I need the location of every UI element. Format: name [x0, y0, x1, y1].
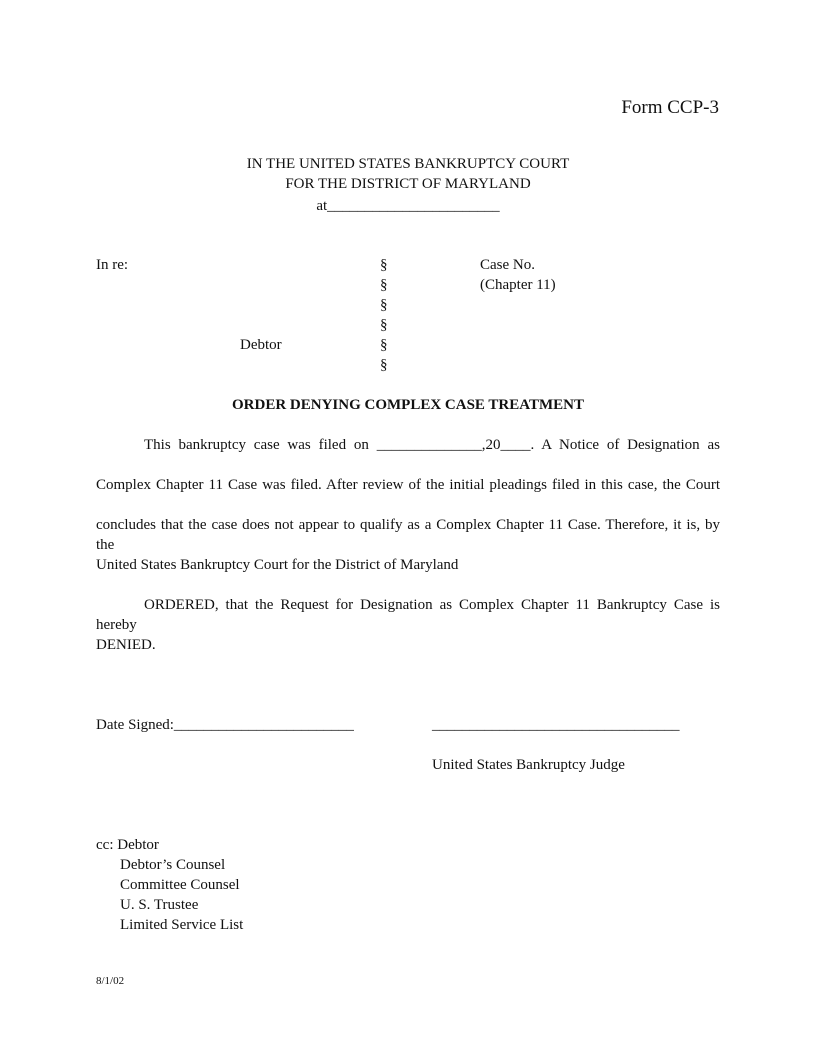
section-symbol: § — [380, 337, 388, 353]
cc-item: Committee Counsel — [120, 877, 240, 893]
body-line: This bankruptcy case was filed on ______________,20____. A Notice of Designation as — [144, 437, 720, 453]
denied-line: DENIED. — [96, 637, 156, 653]
body-line: concludes that the case does not appear to qualify as a Complex Chapter 11 Case. Therefore, it is, by the — [96, 517, 720, 553]
court-name: IN THE UNITED STATES BANKRUPTCY COURT — [246, 156, 570, 172]
chapter-label: (Chapter 11) — [480, 277, 556, 293]
district-name: FOR THE DISTRICT OF MARYLAND — [285, 176, 531, 192]
debtor-label: Debtor — [240, 337, 282, 353]
cc-item: Debtor’s Counsel — [120, 857, 226, 873]
court-location: at_______________________ — [316, 198, 500, 214]
revision-date: 8/1/02 — [96, 975, 125, 987]
date-signed-line: Date Signed:________________________ — [96, 717, 354, 733]
in-re-label: In re: — [96, 257, 129, 273]
judge-title: United States Bankruptcy Judge — [432, 757, 625, 773]
body-line: United States Bankruptcy Court for the District of Maryland — [96, 557, 459, 573]
section-symbol: § — [380, 297, 388, 313]
body-line: Complex Chapter 11 Case was filed. After review of the initial pleadings filed in this case, the Court — [96, 477, 720, 493]
form-id: Form CCP-3 — [621, 97, 719, 118]
ordered-line: ORDERED, that the Request for Designation as Complex Chapter 11 Bankruptcy Case is hereby — [96, 597, 720, 633]
cc-debtor: cc: Debtor — [96, 837, 159, 853]
section-symbol: § — [380, 257, 388, 273]
cc-item: Limited Service List — [120, 917, 244, 933]
section-symbol: § — [380, 277, 388, 293]
section-symbol: § — [380, 357, 388, 373]
cc-item: U. S. Trustee — [120, 897, 199, 913]
judge-signature-line: _________________________________ — [432, 717, 680, 733]
order-title: ORDER DENYING COMPLEX CASE TREATMENT — [232, 397, 584, 413]
case-number-label: Case No. — [480, 257, 535, 273]
section-symbol: § — [380, 317, 388, 333]
